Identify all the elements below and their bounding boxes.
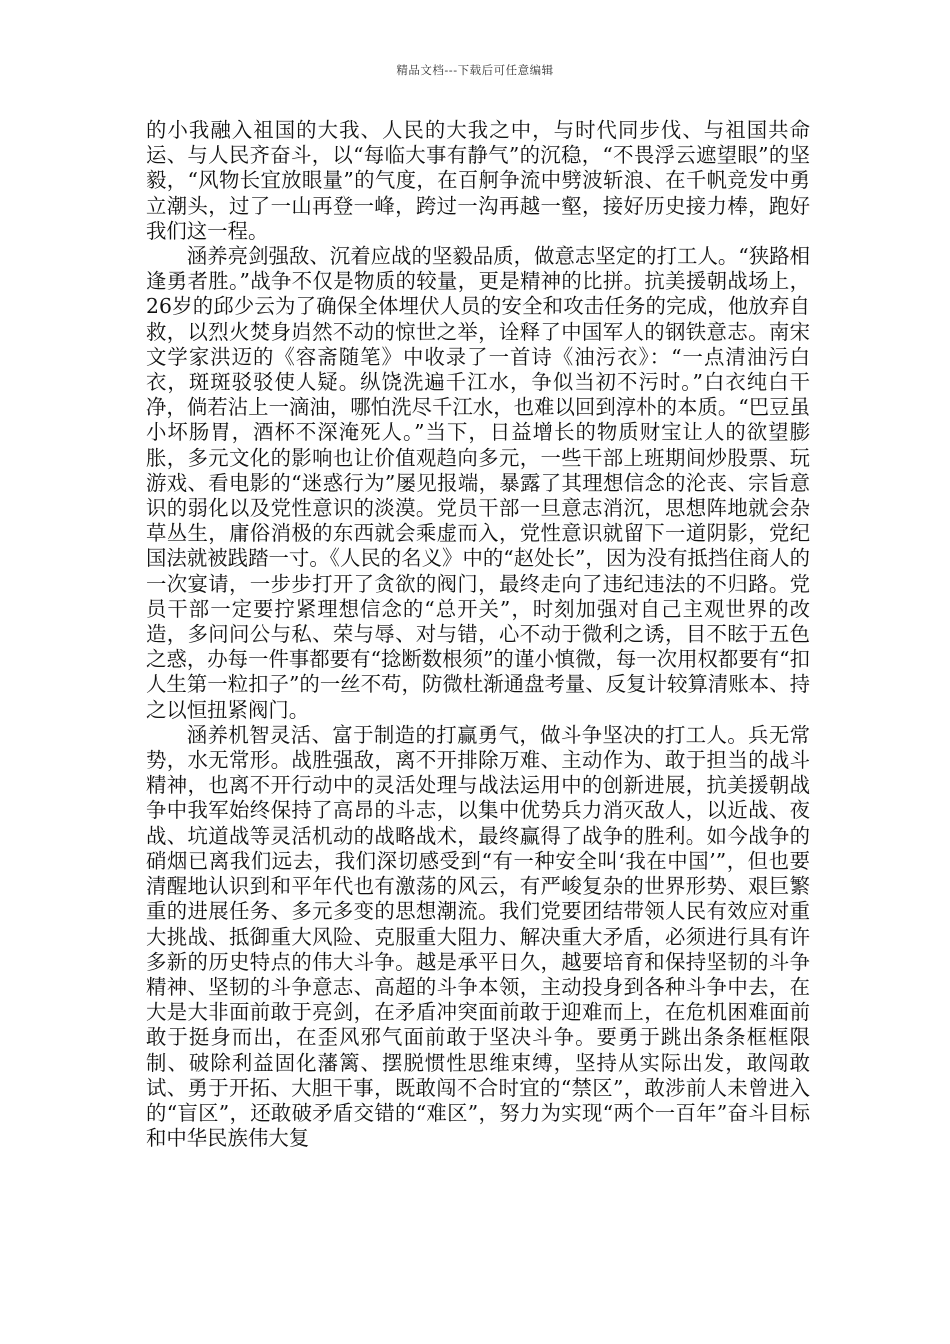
document-body [146,118,810,1151]
paragraph-continuation: 的小我融入祖国的大我、人民的大我之中，与时代同步伐、与祖国共命运、与人民齐奋斗，以“每临大事有静气”的沉稳，“不畏浮云遮望眼”的坚毅，“风物长宜放眼量”的气度，在百舸争流中劈波斩浪、在千帆竞发中勇立潮头，过了一山再登一峰，跨过一沟再越一壑，接好历史接力棒，跑好我们这一程。 [146,118,810,243]
paragraph-steadfast-will: 涵养亮剑强敌、沉着应战的坚毅品质，做意志坚定的打工人。“狭路相逢勇者胜。”战争不仅是物质的较量，更是精神的比拼。抗美援朝战场上，26岁的邱少云为了确保全体埋伏人员的安全和攻击任务的完成，他放弃自救，以烈火焚身岿然不动的惊世之举，诠释了中国军人的钢铁意志。南宋文学家洪迈的《容斋随笔》中收录了一首诗《油污衣》：“一点清油污白衣，斑斑驳驳使人疑。纵饶洗遍千江水，争似当初不污时。”白衣纯白干净，倘若沾上一滴油，哪怕洗尽千江水，也难以回到淳朴的本质。“巴豆虽小坏肠胃，酒杯不深淹死人。”当下，日益增长的物质财宝让人的欲望膨胀，多元文化的影响也让价值观趋向多元，一些干部上班期间炒股票、玩游戏、看电影的“迷惑行为”屡见报端，暴露了其理想信念的沦丧、宗旨意识的弱化以及党性意识的淡漠。党员干部一旦意志消沉，思想阵地就会杂草丛生，庸俗消极的东西就会乘虚而入，党性意识就留下一道阴影，党纪国法就被践踏一寸。《人民的名义》中的“赵处长”，因为没有抵挡住商人的一次宴请，一步步打开了贪欲的阀门，最终走向了违纪违法的不归路。党员干部一定要拧紧理想信念的“总开关”，时刻加强对自己主观世界的改造，多问问公与私、荣与辱、对与错，心不动于微利之诱，目不眩于五色之惑，办每一件事都要有“捻断数根须”的谨小慎微，每一次用权都要有“扣人生第一粒扣子”的一丝不苟，防微杜渐通盘考量、反复计较算清账本、持之以恒扭紧阀门。 [146,244,810,722]
page-header: 精品文档---下载后可任意编辑 [396,63,554,77]
paragraph-fighting-spirit: 涵养机智灵活、富于制造的打赢勇气，做斗争坚决的打工人。兵无常势，水无常形。战胜强敌，离不开排除万难、主动作为、敢于担当的战斗精神，也离不开行动中的灵活处理与战法运用中的创新进展，抗美援朝战争中我军始终保持了高昂的斗志，以集中优势兵力消灭敌人，以近战、夜战、坑道战等灵活机动的战略战术，最终赢得了战争的胜利。如今战争的硝烟已离我们远去，我们深切感受到“有一种安全叫‘我在中国’”，但也要清醒地认识到和平年代也有激荡的风云，有严峻复杂的世界形势、艰巨繁重的进展任务、多元多变的思想潮流。我们党要团结带领人民有效应对重大挑战、抵御重大风险、克服重大阻力、解决重大矛盾，必须进行具有许多新的历史特点的伟大斗争。越是承平日久，越要培育和保持坚韧的斗争精神、坚韧的斗争意志、高超的斗争本领，主动投身到各种斗争中去，在大是大非面前敢于亮剑，在矛盾冲突面前敢于迎难而上，在危机困难面前敢于挺身而出，在歪风邪气面前敢于坚决斗争。要勇于跳出条条框框限制、破除利益固化藩篱、摆脱惯性思维束缚，坚持从实际出发，敢闯敢试、勇于开拓、大胆干事，既敢闯不合时宜的“禁区”，敢涉前人未曾进入的“盲区”，还敢破矛盾交错的“难区”，努力为实现“两个一百年”奋斗目标和中华民族伟大复 [146,722,810,1151]
